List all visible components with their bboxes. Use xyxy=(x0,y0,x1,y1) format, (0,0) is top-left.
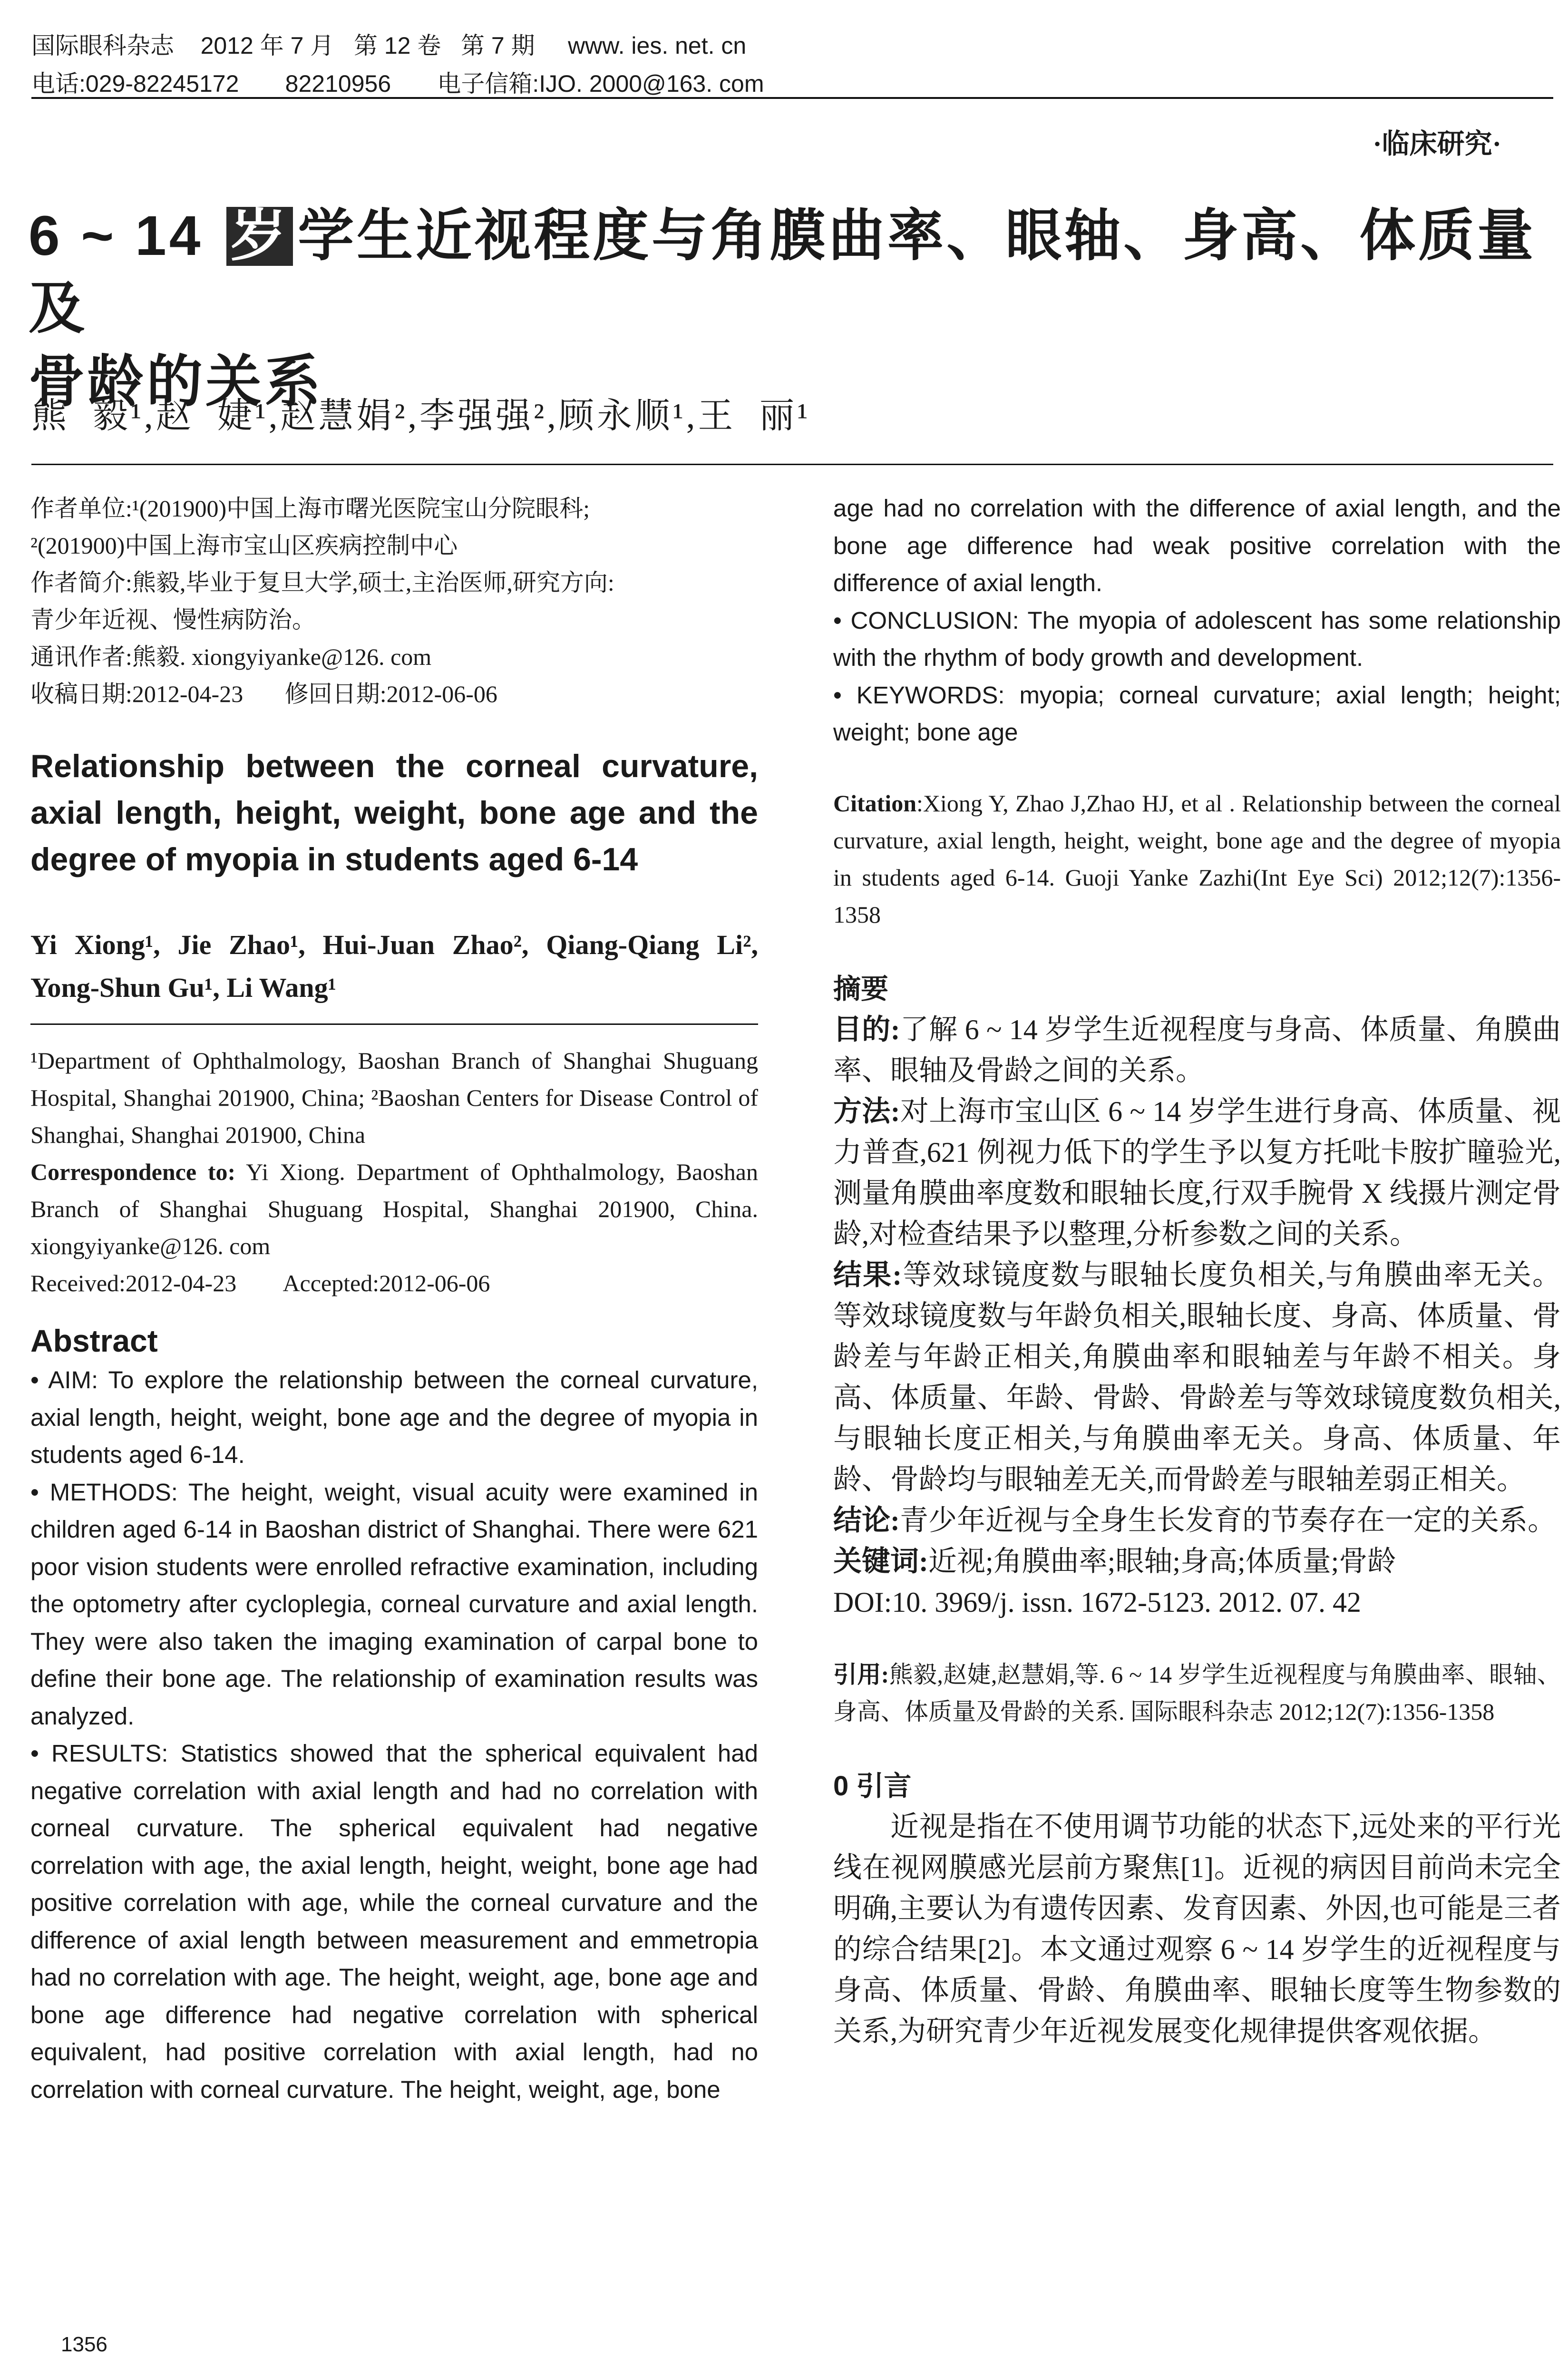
abstract-results: • RESULTS: Statistics showed that the spherical equivalent had negative correlation with axial length and had no correlation with corneal curvature. The spherical equivalent had negative correlation with age, the axial length, height, weight, bone age had positive correlation with age, while the corneal curvature and the difference of axial length between measurement and emmetropia had no correlation with age. The height, weight, age, bone age and bone age difference had negative correlation with spherical equivalent, had positive correlation with axial length, had no correlation with corneal curvature. The height, weight, age, bone xyxy=(30,1740,758,2103)
affil-cn-line: 作者单位:¹(201900)中国上海市曙光医院宝山分院眼科; xyxy=(30,495,590,522)
abstract-results-cont: age had no correlation with the difference of axial length, and the bone age difference had weak positive correlation with the difference of axial length. xyxy=(833,495,1561,596)
abstract-heading: Abstract xyxy=(30,1323,158,1358)
abstract-keywords: • KEYWORDS: myopia; corneal curvature; axial length; height; weight; bone age xyxy=(833,681,1561,746)
affil-cn-line: ²(201900)中国上海市宝山区疾病控制中心 xyxy=(30,532,458,559)
article-title xyxy=(29,200,1550,419)
abstract-aim: • AIM: To explore the relationship between the corneal curvature, axial length, height, weight, bone age and the degree of myopia in students aged 6-14. xyxy=(30,1366,758,1468)
affiliation-en: ¹Department of Ophthalmology, Baoshan Branch of Shanghai Shuguang Hospital, Shanghai 201900, China; ²Baoshan Centers for Disease Control of Shanghai, Shanghai 201900, China xyxy=(30,1047,758,1148)
right-column xyxy=(833,490,1561,2052)
zh-keywords-text: 近视;角膜曲率;眼轴;身高;体质量;骨龄 xyxy=(928,1545,1396,1577)
english-title: Relationship between the corneal curvature, axial length, height, weight, bone age and the degree of myopia in students aged 6-14 xyxy=(30,748,758,877)
column-rule xyxy=(30,1023,758,1025)
zh-aim xyxy=(833,1009,1561,1091)
zh-keywords-label: 关键词: xyxy=(833,1545,928,1577)
page-number: 1356 xyxy=(61,2333,107,2356)
citation xyxy=(833,785,1561,933)
zh-methods xyxy=(833,1091,1561,1255)
zh-results xyxy=(833,1255,1561,1500)
affil-cn-line: 通讯作者:熊毅. xiongyiyanke@126. com xyxy=(30,643,432,670)
left-column xyxy=(30,490,758,2108)
intro-heading: 0 引言 xyxy=(833,1770,912,1802)
zh-results-label: 结果: xyxy=(833,1259,902,1291)
abstract-conclusion: • CONCLUSION: The myopia of adolescent has some relationship with the rhythm of body growth and development. xyxy=(833,606,1561,671)
received-dates: Received:2012-04-23 Accepted:2012-06-06 xyxy=(30,1270,490,1296)
affiliation-cn xyxy=(30,490,758,712)
journal-header-line2: 电话:029-82245172 82210956 电子信箱:IJO. 2000@163. com xyxy=(31,70,764,97)
zh-conclusion-text: 青少年近视与全身生长发育的节奏存在一定的关系。 xyxy=(899,1504,1556,1536)
affil-cn-line: 收稿日期:2012-04-23 修回日期:2012-06-06 xyxy=(30,681,497,707)
zh-citation-label: 引用: xyxy=(833,1661,889,1688)
correspondence-text: Yi Xiong. Department of Ophthalmology, Baoshan Branch of Shanghai Shuguang Hospital, Shanghai 201900, China. xiongyiyanke@126. com xyxy=(30,1159,759,1259)
title-rule xyxy=(31,464,1553,465)
doi: DOI:10. 3969/j. issn. 1672-5123. 2012. 07. 42 xyxy=(833,1586,1361,1618)
zh-conclusion-label: 结论: xyxy=(833,1504,900,1536)
journal-header-line1: 国际眼科杂志 2012 年 7 月 第 12 卷 第 7 期 www. ies. net. cn xyxy=(31,32,747,59)
zh-conclusion xyxy=(833,1500,1561,1541)
zh-keywords xyxy=(833,1541,1561,1582)
zh-results-text: 等效球镜度数与眼轴长度负相关,与角膜曲率无关。等效球镜度数与年龄负相关,眼轴长度、身高、体质量、骨龄差与年龄正相关,角膜曲率和眼轴差与年龄不相关。身高、体质量、年龄、骨龄、骨龄差与等效球镜度数负相关,与眼轴长度正相关,与角膜曲率无关。身高、体质量、年龄、骨龄均与眼轴差无关,而骨龄差与眼轴差弱正相关。 xyxy=(833,1259,1561,1495)
zh-aim-label: 目的: xyxy=(833,1013,900,1045)
citation-text: :Xiong Y, Zhao J,Zhao HJ, et al . Relationship between the corneal curvature, axial length, height, weight, bone age and the degree of myopia in students aged 6-14. Guoji Yanke Zazhi(Int Eye Sci) 2012;12(7):1356-1358 xyxy=(833,789,1561,928)
title-part1: 6 ~ 14 xyxy=(29,205,222,267)
english-authors: Yi Xiong¹, Jie Zhao¹, Hui-Juan Zhao², Qiang-Qiang Li², Yong-Shun Gu¹, Li Wang¹ xyxy=(30,929,758,1003)
header-rule xyxy=(31,97,1553,99)
title-mark: 岁 xyxy=(226,207,293,266)
affil-cn-line: 作者简介:熊毅,毕业于复旦大学,硕士,主治医师,研究方向: xyxy=(30,569,614,596)
zh-abstract-heading: 摘要 xyxy=(833,973,889,1004)
zh-methods-label: 方法: xyxy=(833,1095,900,1127)
intro-paragraph: 近视是指在不使用调节功能的状态下,远处来的平行光线在视网膜感光层前方聚焦[1]。近视的病因目前尚未完全明确,主要认为有遗传因素、发育因素、外因,也可能是三者的综合结果[2]。本文通过观察 6 ~ 14 岁学生的近视程度与身高、体质量、骨龄、角膜曲率、眼轴长度等生物参数的关系,为研究青少年近视发展变化规律提供客观依据。 xyxy=(833,1811,1561,2047)
section-tag: ·临床研究· xyxy=(1373,128,1501,159)
authors-cn: 熊 毅¹,赵 婕¹,赵慧娟²,李强强²,顾永顺¹,王 丽¹ xyxy=(31,397,811,436)
affil-cn-line: 青少年近视、慢性病防治。 xyxy=(30,606,316,633)
title-line2: 骨龄的关系 xyxy=(29,351,324,413)
zh-citation-text: 熊毅,赵婕,赵慧娟,等. 6 ~ 14 岁学生近视程度与角膜曲率、眼轴、身高、体质量及骨龄的关系. 国际眼科杂志 2012;12(7):1356-1358 xyxy=(833,1661,1561,1725)
citation-label: Citation xyxy=(833,789,916,817)
correspondence-label: Correspondence to: xyxy=(30,1159,236,1185)
zh-aim-text: 了解 6 ~ 14 岁学生近视程度与身高、体质量、角膜曲率、眼轴及骨龄之间的关系。 xyxy=(833,1013,1561,1086)
zh-citation xyxy=(833,1656,1561,1730)
abstract-methods: • METHODS: The height, weight, visual acuity were examined in children aged 6-14 in Baoshan district of Shanghai. There were 621 poor vision students were enrolled refractive examination, including the optometry after cycloplegia, corneal curvature and axial length. They were also taken the imaging examination of carpal bone to define their bone age. The relationship of examination results was analyzed. xyxy=(30,1478,758,1730)
correspondence xyxy=(30,1153,758,1265)
title-part2: 学生近视程度与角膜曲率、眼轴、身高、体质量及 xyxy=(29,205,1537,341)
zh-methods-text: 对上海市宝山区 6 ~ 14 岁学生进行身高、体质量、视力普查,621 例视力低下的学生予以复方托吡卡胺扩瞳验光,测量角膜曲率度数和眼轴长度,行双手腕骨 X 线摄片测定骨龄,对检查结果予以整理,分析参数之间的关系。 xyxy=(833,1095,1561,1250)
